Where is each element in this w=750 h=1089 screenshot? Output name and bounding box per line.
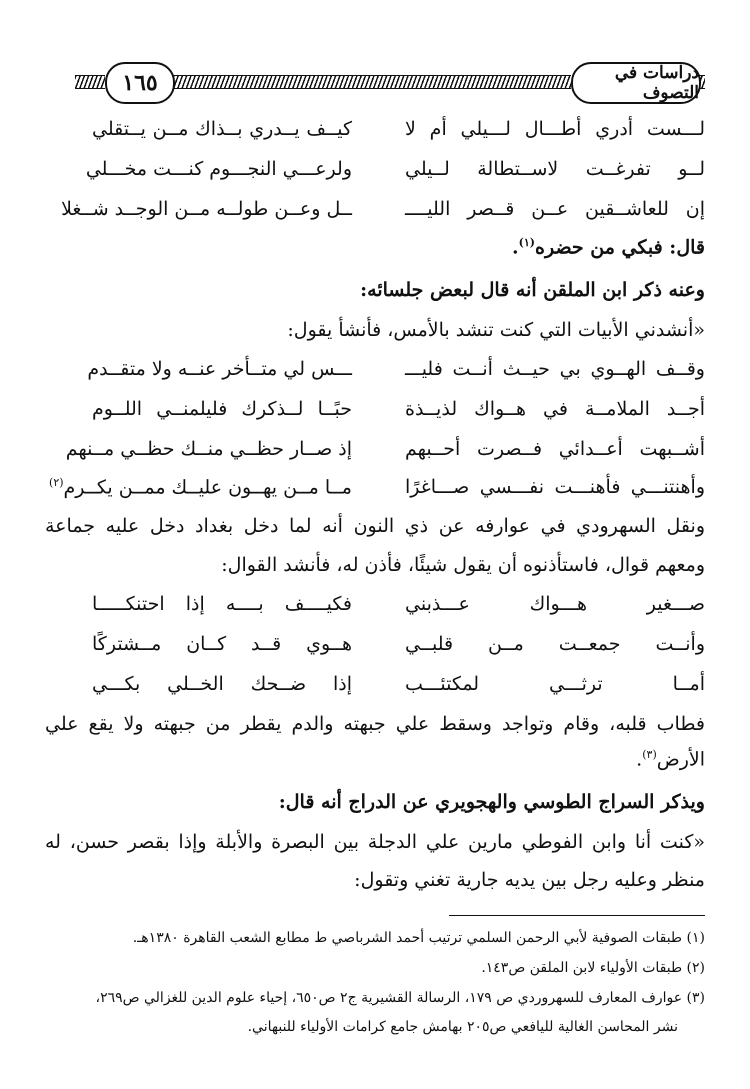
- verse-hemistich-left: هــوي قــد كــان مــشتركًا: [92, 633, 352, 655]
- footnote: (١) طبقات الصوفية لأبي الرحمن السلمي ترتيب أحمد الشرباصي ط مطابع الشعب القاهرة ١٣٨٠هـ.: [132, 930, 705, 946]
- body-line: «أنشدني الأبيات التي كنت تنشد بالأمس، فأنشأ يقول:: [287, 319, 705, 341]
- running-title: دراسات في التصوف: [571, 62, 701, 104]
- verse-hemistich-right: لــو تفرغــت لاســتطالة لــيلي: [405, 158, 705, 180]
- footnote-ref: (٢): [49, 476, 64, 489]
- footnote-separator: [449, 915, 705, 916]
- verse-hemistich-right: أشــبهت أعــدائي فــصرت أحــبهم: [405, 438, 705, 460]
- header-rule-ornament: [173, 75, 571, 89]
- verse-hemistich-right: وأهنتنـــي فأهنـــت نفـــسي صـــاغرًا: [405, 476, 705, 498]
- verse-hemistich-left: ـــس لي متــأخر عنــه ولا متقــدم: [87, 358, 352, 380]
- verse-hemistich-right: لـــست أدري أطـــال لـــيلي أم لا: [405, 118, 705, 140]
- verse-hemistich-right: وأنــت جمعــت مــن قلبــي: [405, 633, 705, 655]
- verse-hemistich-left: إذ صــار حظــي منــك حظــي مــنهم: [65, 438, 352, 460]
- body-line: «كنت أنا وابن الفوطي مارين علي الدجلة بين البصرة والأبلة وإذا بقصر حسن، له: [45, 831, 705, 853]
- body-line: ونقل السهرودي في عوارفه عن ذي النون أنه لما دخل بغداد دخل عليه جماعة: [45, 515, 705, 537]
- body-line: وعنه ذكر ابن الملقن أنه قال لبعض جلسائه:: [360, 279, 705, 301]
- header-rule-ornament: [75, 75, 105, 89]
- footnote-ref: (١): [518, 236, 536, 249]
- verse-hemistich-left: ــل وعــن طولــه مــن الوجــد شــغلا: [61, 198, 352, 220]
- footnote-ref: (٣): [642, 748, 657, 761]
- footnote: (٢) طبقات الأولياء لابن الملقن ص١٤٣.: [481, 960, 705, 976]
- page-header: [75, 62, 705, 104]
- verse-hemistich-left: ولرعـــي النجـــوم كنـــت مخـــلي: [85, 158, 352, 180]
- body-line: قال: فبكي من حضره$^{(١)}$.: [512, 236, 705, 259]
- verse-hemistich-left: حبًــا لــذكرك فليلمنــي اللــوم: [92, 398, 352, 420]
- verse-hemistich-right: وقــف الهــوي بي حيــث أنــت فليـــ: [405, 358, 705, 380]
- body-line: الأرض$^{(٣)}$.: [636, 748, 705, 771]
- body-line: ومعهم قوال، فاستأذنوه أن يقول شيئًا، فأذن له، فأنشد القوال:: [221, 554, 705, 576]
- body-line: منظر وعليه رجل بين يديه جارية تغني وتقول:: [354, 869, 705, 891]
- verse-hemistich-left: فكيــــف بــــه إذا احتنكـــــا: [92, 593, 352, 615]
- page-number: ١٦٥: [105, 62, 175, 104]
- body-line: ويذكر السراج الطوسي والهجويري عن الدراج أنه قال:: [278, 791, 705, 813]
- footnote-continuation: نشر المحاسن الغالية لليافعي ص٢٠٥ بهامش جامع كرامات الأولياء للنبهاني.: [247, 1019, 678, 1035]
- verse-hemistich-right: أجــد الملامــة في هــواك لذيــذة: [405, 398, 705, 420]
- verse-hemistich-left: كيــف يــدري بــذاك مــن يــتقلي: [92, 118, 352, 140]
- footnote: (٣) عوارف المعارف للسهروردي ص ١٧٩، الرسالة القشيرية ج٢ ص٦٥٠، إحياء علوم الدين للغزالي ص٢٦٩،: [95, 990, 705, 1006]
- verse-hemistich-right: صـــغير هـــواك عـــذبني: [405, 593, 705, 615]
- verse-hemistich-right: أمــا ترثـــي لمكتئـــب: [405, 673, 705, 695]
- verse-hemistich-left: إذا ضــحك الخــلي بكـــي: [92, 673, 352, 695]
- body-line: فطاب قلبه، وقام وتواجد وسقط علي جبهته والدم يقطر من جبهته ولا يقع علي: [45, 713, 705, 735]
- verse-hemistich-right: إن للعاشــقين عــن قــصر الليــــ: [405, 198, 705, 220]
- verse-hemistich-left: مــا مــن يهــون عليــك ممــن يكــرم$^{(٢)}$: [49, 476, 352, 499]
